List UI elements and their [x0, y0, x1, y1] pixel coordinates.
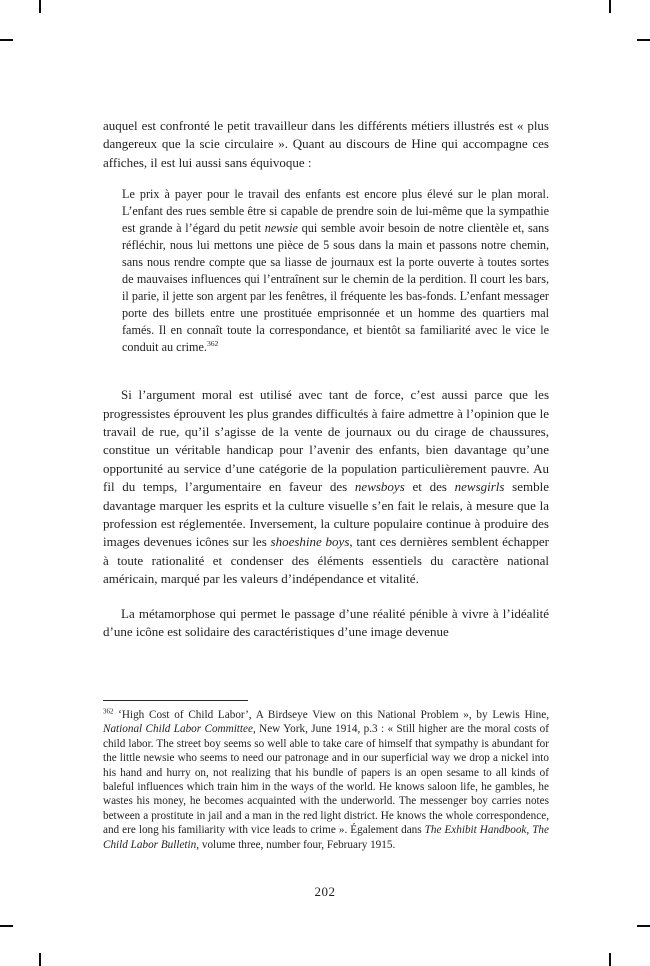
text-run: ‘High Cost of Child Labor’, A Birdseye View on this National Problem », by Lewis Hine, [113, 709, 549, 721]
page-number: 202 [314, 884, 336, 899]
paragraph-metamorphose: La métamorphose qui permet le passage d’une réalité pénible à vivre à l’idéalité d’une icône est solidaire des caractéristiques d’une image devenue [103, 605, 549, 640]
footnote-separator-rule [103, 700, 248, 701]
crop-mark-top-right-vertical [609, 0, 611, 13]
crop-mark-bottom-right-vertical [609, 953, 611, 966]
crop-mark-bottom-left-vertical [39, 953, 41, 966]
footnote-section [103, 700, 549, 852]
text-run: qui semble avoir besoin de notre clientèle et, sans réfléchir, nous lui mettons une pièce de 5 sous dans la main et passons notre chemin, sans nous rendre compte que sa liasse de journaux est la porte ouverte à toutes sortes de mauvaises influences qui l’entraînent sur le chemin de la perdition. Il court les bars, il parie, il jette son argent par les fenêtres, il fréquente les bas-fonds. L’enfant messager porte des billets entre une prostituée emprisonnée et un homme des quartiers mal famés. Il en connaît toute la correspondance, et bientôt sa familiarité avec le vice le conduit au crime. [122, 221, 549, 355]
footnote-marker-362: 362 [206, 339, 219, 349]
text-run: et des [404, 479, 455, 495]
block-quote [122, 186, 549, 356]
italic-term-shoeshine-boys: shoeshine boys [270, 534, 350, 550]
crop-mark-bottom-left-horizontal [0, 925, 13, 927]
paragraph-argument [103, 386, 549, 588]
italic-term-newsgirls: newsgirls [454, 479, 505, 495]
italic-title-exhibit-handbook: The Exhibit Handbook, The Child Labor Bulletin [103, 824, 549, 851]
text-run: , New York, June 1914, p.3 : « Still higher are the moral costs of child labor. The street boy seems so well able to take care of himself that sympathy is abundant for the little newsie who seems to need our patronage and in our superficial way we drop a nickel into his hand and hurry on, not realizing that his bundle of papers is an open sesame to all kinds of baleful influences which train him in the ways of the world. He knows saloon life, he gambles, he wastes his money, he becomes acquainted with the underworld. The messenger boy carries notes between a prostitute in jail and a man in the red light district. He knows the whole correspondence, and ere long his familiarity with vice leads to crime ». Également dans [103, 723, 550, 837]
crop-mark-top-left-horizontal [0, 39, 13, 41]
footnote-number: 362 [103, 707, 114, 716]
italic-term-newsie: newsie [264, 221, 298, 236]
crop-mark-top-left-vertical [39, 0, 41, 13]
crop-mark-top-right-horizontal [637, 39, 650, 41]
crop-mark-bottom-right-horizontal [637, 925, 650, 927]
text-run: semble davantage marquer les esprits et la culture visuelle s’en fait le relais, à mesure que la profession est réglementée. Inversement, la culture populaire continue à produire des images devenues icônes sur les [103, 479, 550, 550]
paragraph-intro: auquel est confronté le petit travailleur dans les différents métiers illustrés est « plus dangereux que la scie circulaire ». Quant au discours de Hine qui accompagne ces affiches, il est lui aussi sans équivoque : [103, 118, 549, 170]
text-run: Le prix à payer pour le travail des enfants est encore plus élevé sur le plan moral. L’enfant des rues semble être si capable de prendre soin de lui-même que la sympathie est grande à l’égard du petit [122, 187, 549, 236]
text-run: Si l’argument moral est utilisé avec tant de force, c’est aussi parce que les progressistes éprouvent les plus grandes difficultés à faire admettre à l’opinion que le travail de rue, qu’il s’agisse de la vente de journaux ou du cirage de chaussures, constitue un véritable handicap pour l’avenir des enfants, bien davantage qu’une opportunité au service d’une catégorie de la population particulièrement pauvre. Au fil du temps, l’argumentaire en faveur des [103, 387, 549, 495]
text-run: , tant ces dernières semblent échapper à toute rationalité et condenser des éléments essentiels du caractère national américain, marqué par les valeurs d’indépendance et vitalité. [103, 534, 550, 587]
text-run: , volume three, number four, February 1915. [196, 838, 396, 851]
footnote-362 [103, 708, 549, 852]
italic-term-newsboys: newsboys [354, 479, 405, 495]
italic-title-nclc: National Child Labor Committee [103, 723, 253, 736]
main-text-column [103, 117, 549, 642]
